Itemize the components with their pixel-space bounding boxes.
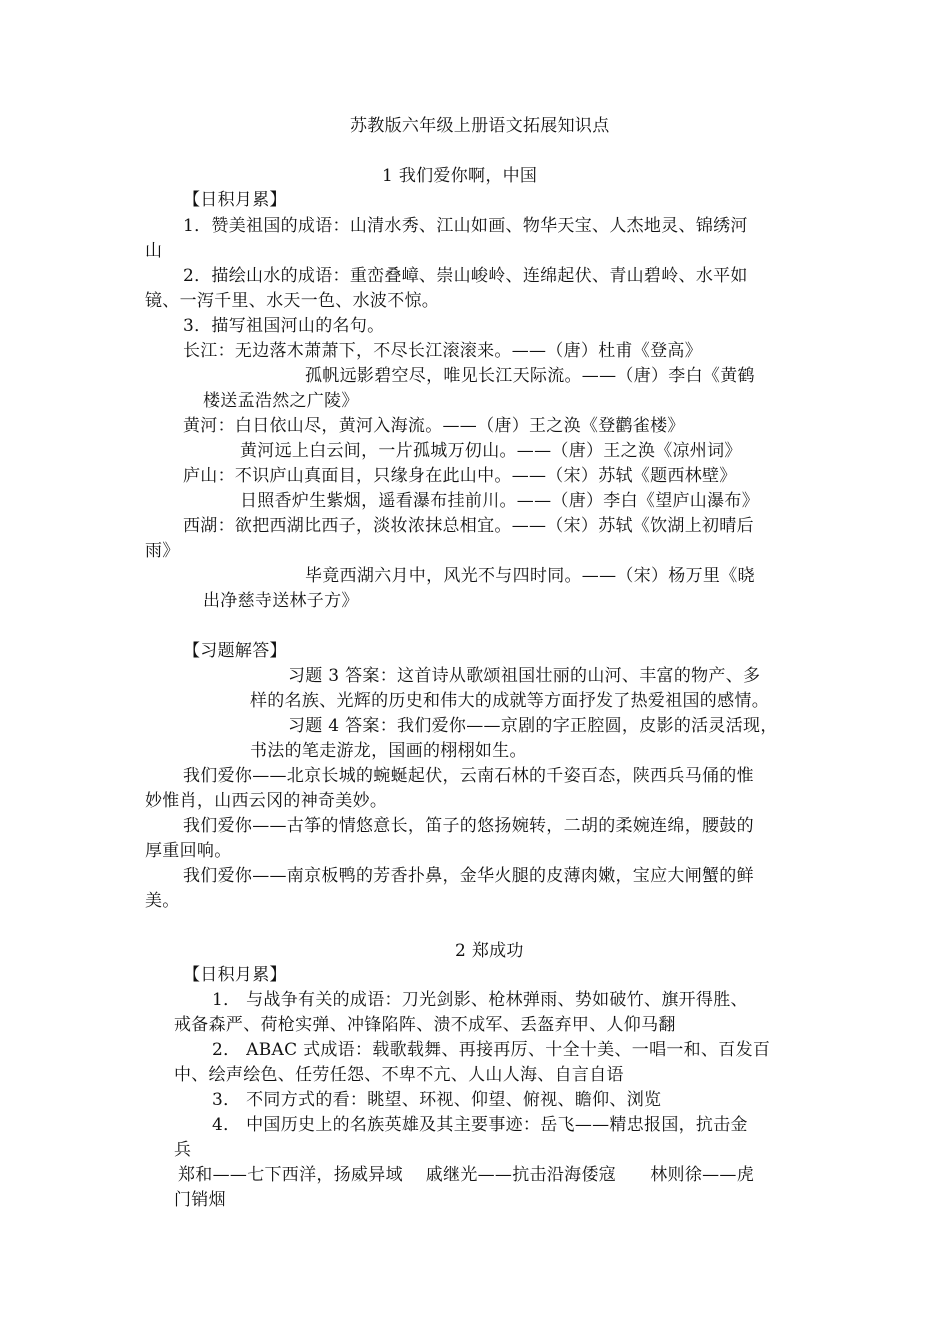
poem-line: 日照香炉生紫烟，遥看瀑布挂前川。——（唐）李白《望庐山瀑布》	[240, 491, 759, 511]
paragraph: 习题 3 答案：这首诗从歌颂祖国壮丽的山河、丰富的物产、多	[288, 666, 761, 686]
paragraph: 中、绘声绘色、任劳任怨、不卑不亢、人山人海、自言自语	[174, 1065, 624, 1085]
paragraph: 门销烟	[174, 1190, 226, 1210]
paragraph: 2．描绘山水的成语：重峦叠嶂、崇山峻岭、连绵起伏、青山碧岭、水平如	[183, 266, 748, 286]
poem-line: 出净慈寺送林子方》	[203, 591, 359, 611]
paragraph: 戒备森严、荷枪实弹、冲锋陷阵、溃不成军、丢盔弃甲、人仰马翻	[174, 1015, 676, 1035]
paragraph: 书法的笔走游龙，国画的栩栩如生。	[250, 741, 527, 761]
poem-line: 西湖：欲把西湖比西子，淡妆浓抹总相宜。——（宋）苏轼《饮湖上初晴后	[183, 516, 754, 536]
poem-line: 楼送孟浩然之广陵》	[203, 391, 359, 411]
paragraph: 山	[145, 241, 163, 261]
poem-line: 庐山：不识庐山真面目，只缘身在此山中。——（宋）苏轼《题西林壁》	[183, 466, 737, 486]
paragraph: 3．描写祖国河山的名句。	[183, 316, 385, 336]
paragraph: 厚重回响。	[145, 841, 232, 861]
poem-line: 雨》	[145, 541, 180, 561]
paragraph: 我们爱你——南京板鸭的芳香扑鼻，金华火腿的皮薄肉嫩，宝应大闸蟹的鲜	[183, 866, 754, 886]
paragraph: 镜、一泻千里、水天一色、水波不惊。	[145, 291, 440, 311]
paragraph: 我们爱你——北京长城的蜿蜒起伏，云南石林的千姿百态，陕西兵马俑的惟	[183, 766, 754, 786]
paragraph: 样的名族、光辉的历史和伟大的成就等方面抒发了热爱祖国的感情。	[250, 691, 769, 711]
paragraph: 习题 4 答案：我们爱你——京剧的字正腔圆，皮影的活灵活现，	[288, 716, 778, 736]
paragraph: 美。	[145, 891, 180, 911]
poem-line: 黄河远上白云间，一片孤城万仞山。——（唐）王之涣《凉州词》	[240, 441, 742, 461]
paragraph: 4． 中国历史上的名族英雄及其主要事迹：岳飞——精忠报国，抗击金	[212, 1115, 748, 1135]
document-title: 苏教版六年级上册语文拓展知识点	[350, 116, 610, 136]
poem-line: 黄河：白日依山尽，黄河入海流。——（唐）王之涣《登鹳雀楼》	[183, 416, 685, 436]
lesson1-accumulate-header: 【日积月累】	[183, 190, 287, 210]
lesson1-exercise-header: 【习题解答】	[183, 641, 287, 661]
poem-line: 长江：无边落木萧萧下，不尽长江滚滚来。——（唐）杜甫《登高》	[183, 341, 702, 361]
paragraph: 1． 与战争有关的成语：刀光剑影、枪林弹雨、势如破竹、旗开得胜、	[212, 990, 748, 1010]
paragraph: 兵	[174, 1140, 192, 1160]
paragraph: 我们爱你——古筝的情悠意长，笛子的悠扬婉转，二胡的柔婉连绵，腰鼓的	[183, 816, 754, 836]
lesson2-accumulate-header: 【日积月累】	[183, 965, 287, 985]
poem-line: 毕竟西湖六月中，风光不与四时同。——（宋）杨万里《晓	[305, 566, 755, 586]
lesson1-heading: 1 我们爱你啊，中国	[382, 166, 538, 186]
paragraph: 郑和——七下西洋，扬威异域 戚继光——抗击沿海倭寇 林则徐——虎	[178, 1165, 755, 1185]
paragraph: 3． 不同方式的看：眺望、环视、仰望、俯视、瞻仰、浏览	[212, 1090, 662, 1110]
paragraph: 妙惟肖，山西云冈的神奇美妙。	[145, 791, 388, 811]
poem-line: 孤帆远影碧空尽，唯见长江天际流。——（唐）李白《黄鹤	[305, 366, 755, 386]
paragraph: 2． ABAC 式成语：载歌载舞、再接再厉、十全十美、一唱一和、百发百	[212, 1040, 771, 1060]
lesson2-heading: 2 郑成功	[455, 941, 524, 961]
paragraph: 1．赞美祖国的成语：山清水秀、江山如画、物华天宝、人杰地灵、锦绣河	[183, 216, 748, 236]
